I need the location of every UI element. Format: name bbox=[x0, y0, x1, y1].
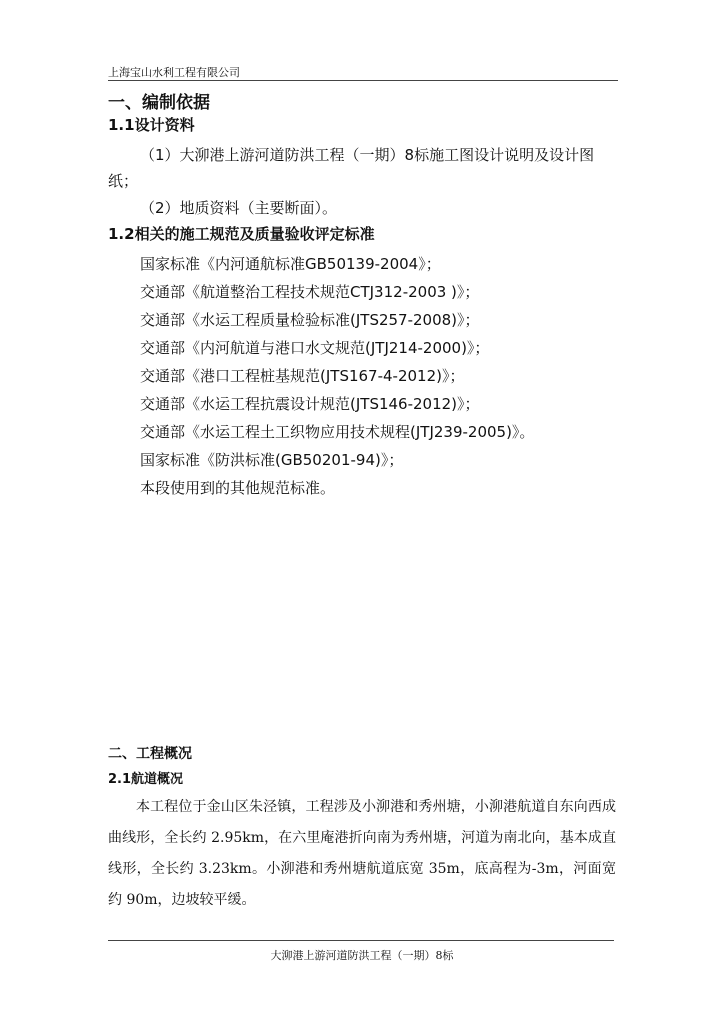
page-footer-project: 大泖港上游河道防洪工程（一期）8标 bbox=[270, 949, 454, 962]
standard-item: 交通部《内河航道与港口水文规范(JTJ214-2000)》； bbox=[140, 339, 490, 357]
standard-item: 本段使用到的其他规范标准。 bbox=[140, 479, 336, 497]
section-1-title: 一、编制依据 bbox=[108, 93, 210, 113]
page-header-company: 上海宝山水利工程有限公司 bbox=[108, 66, 240, 79]
standard-item: 交通部《港口工程桩基规范(JTS167-4-2012)》； bbox=[140, 367, 465, 385]
standard-item: 交通部《航道整治工程技术规范CTJ312-2003 )》； bbox=[140, 283, 480, 301]
section-2-1-title: 2.1航道概况 bbox=[108, 772, 184, 787]
standards-list bbox=[140, 250, 534, 502]
design-reference-item-2: （2）地质资料（主要断面）。 bbox=[140, 199, 338, 217]
channel-overview-paragraph: 本工程位于金山区朱泾镇，工程涉及小泖港和秀州塘，小泖港航道自东向西成曲线形，全长约 2.95km，在六里庵港折向南为秀州塘，河道为南北向，基本成直线形，全长约 3.23km。小泖港和秀州塘航道底宽 35m，底高程为-3m，河面宽约 90m，边坡较平缓。 bbox=[108, 799, 616, 908]
section-2-title: 二、工程概况 bbox=[108, 746, 192, 762]
standard-item: 交通部《水运工程质量检验标准(JTS257-2008)》； bbox=[140, 311, 480, 329]
standard-item: 国家标准《防洪标准(GB50201-94)》； bbox=[140, 451, 404, 469]
standard-item: 交通部《水运工程土工织物应用技术规程(JTJ239-2005)》。 bbox=[140, 423, 535, 441]
standard-item: 交通部《水运工程抗震设计规范(JTS146-2012)》； bbox=[140, 395, 480, 413]
section-1-1-title: 1.1设计资料 bbox=[108, 116, 195, 134]
section-1-2-title: 1.2相关的施工规范及质量验收评定标准 bbox=[108, 225, 375, 243]
design-reference-item-1: （1）大泖港上游河道防洪工程（一期）8标施工图设计说明及设计图纸； bbox=[108, 146, 595, 190]
header-divider bbox=[108, 80, 618, 81]
standard-item: 国家标准《内河通航标准GB50139-2004》； bbox=[140, 255, 441, 273]
footer-divider bbox=[108, 940, 614, 941]
